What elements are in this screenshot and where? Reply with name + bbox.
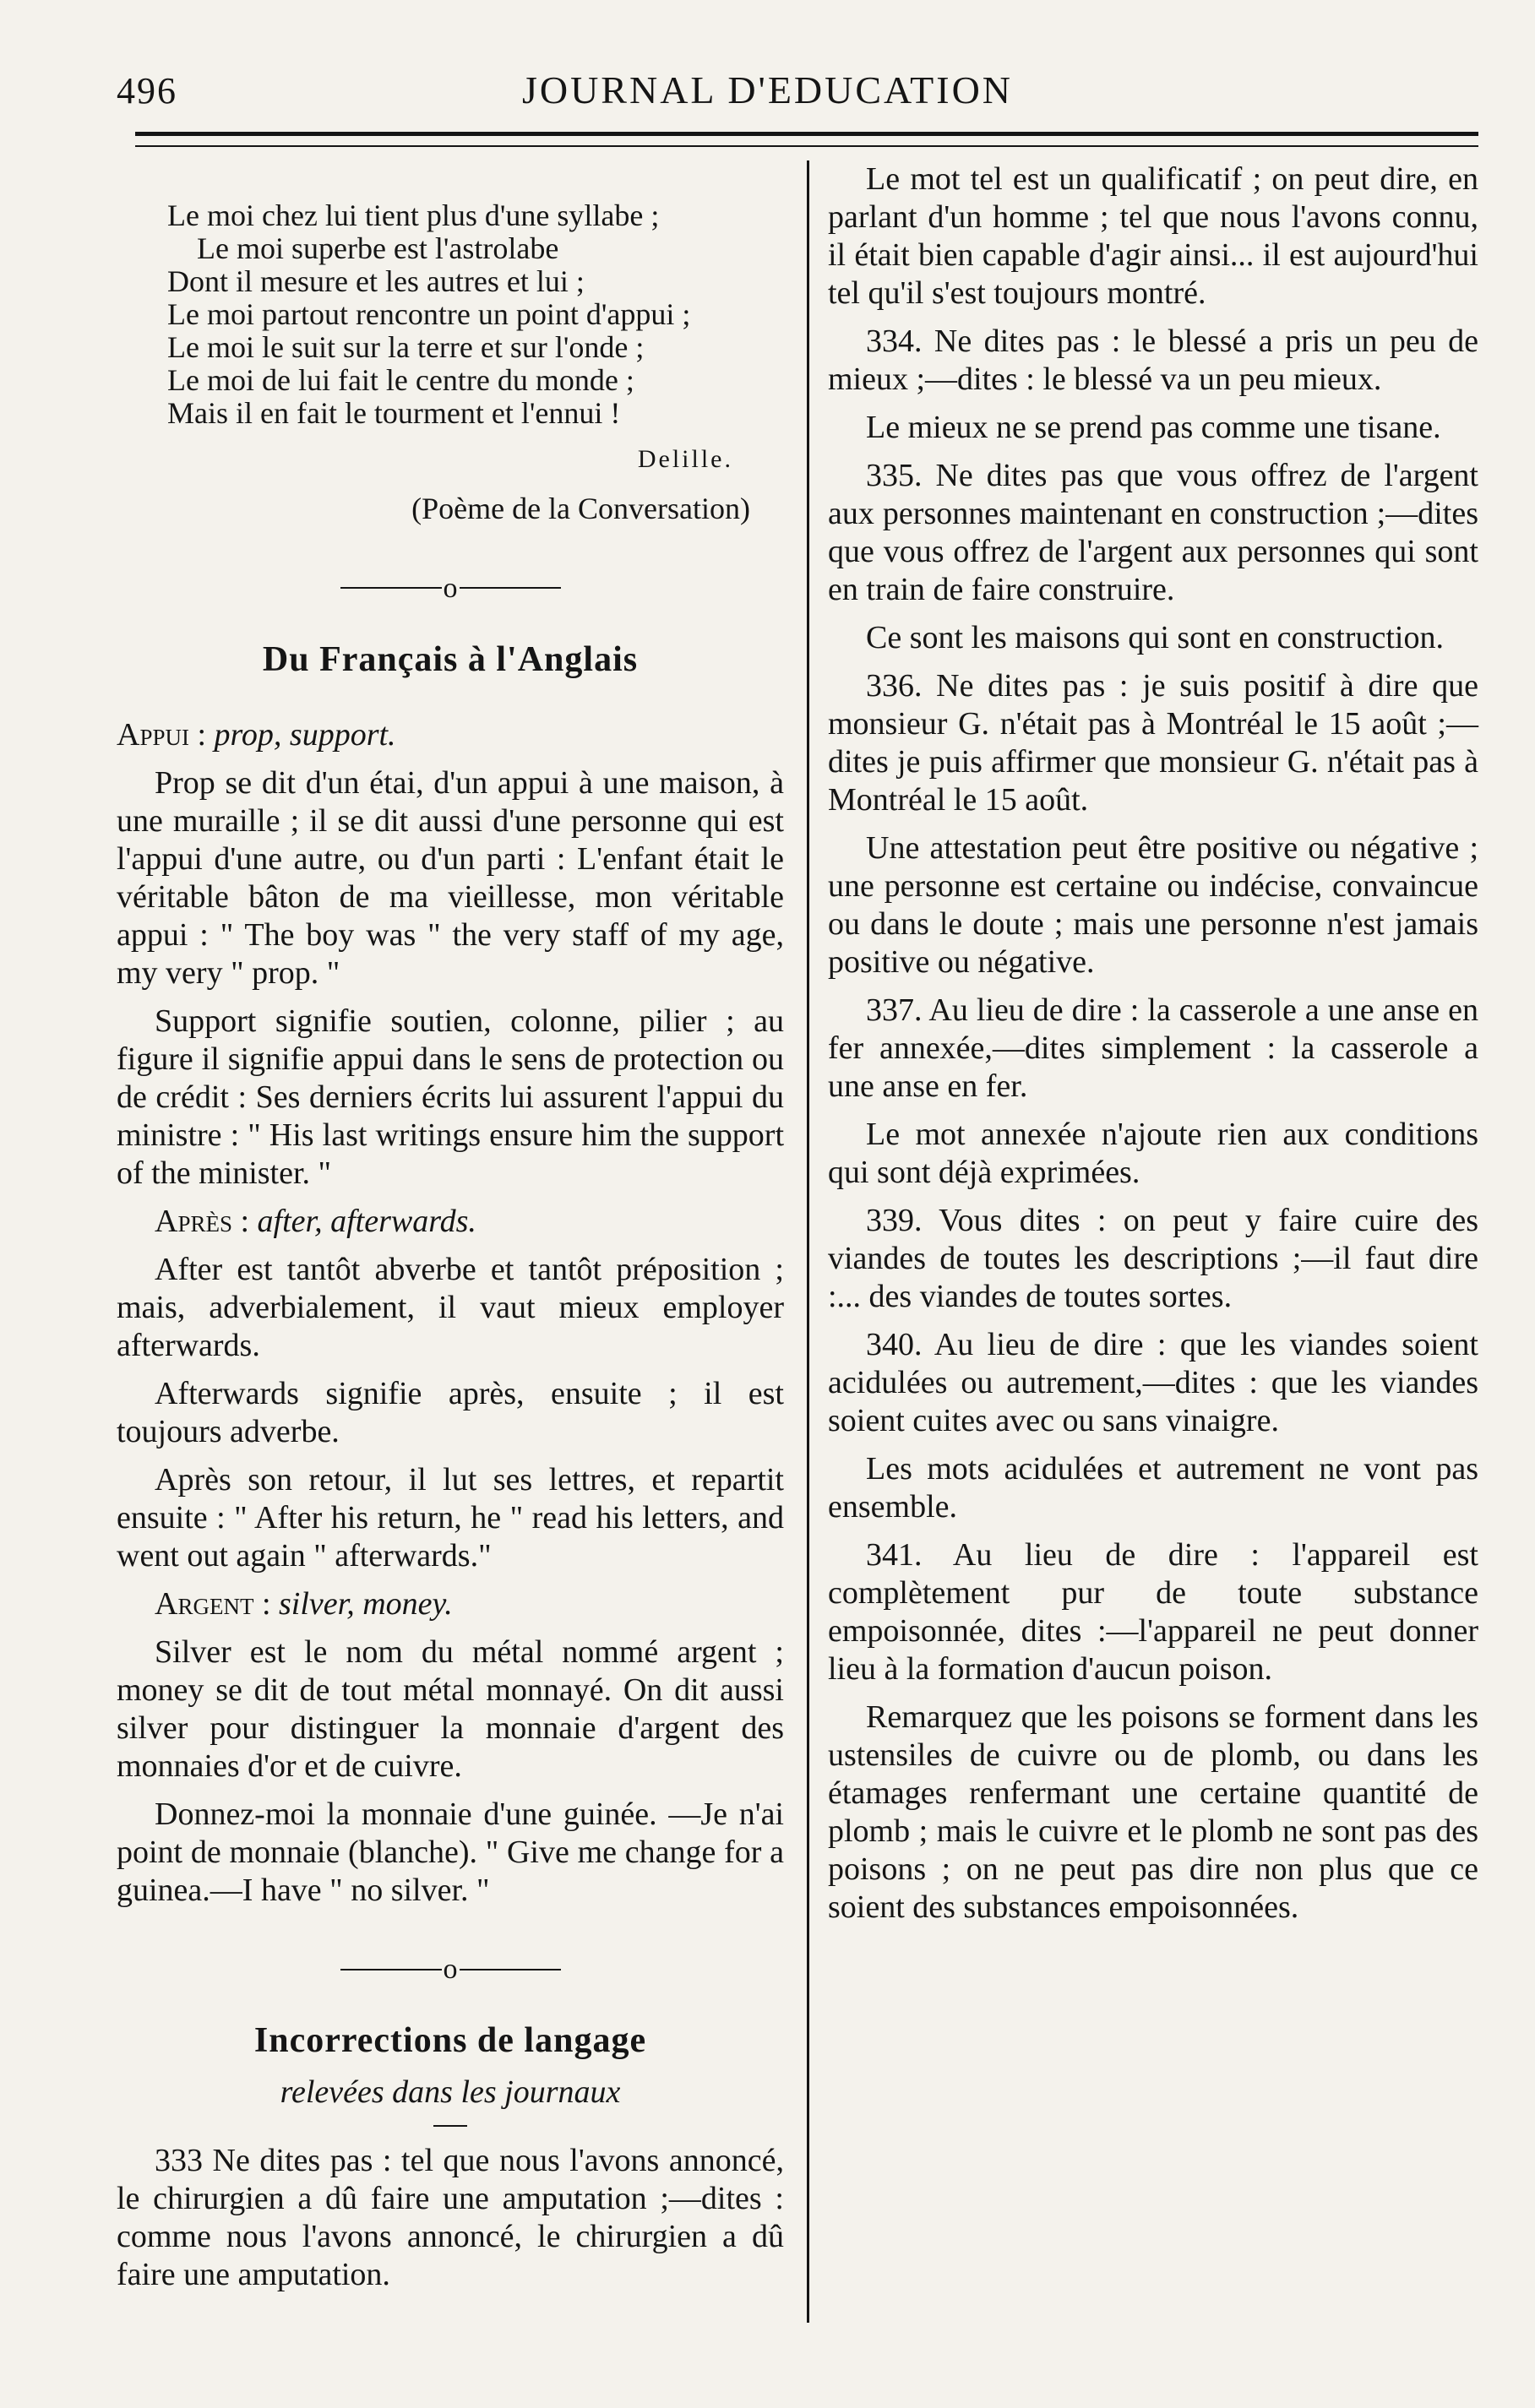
paragraph: 341. Au lieu de dire : l'appareil est complètement pur de toute substance empoisonnée, dites :—l'appareil ne peut donner lieu à la formation d'aucun poison. bbox=[828, 1537, 1478, 1687]
entry-translation: after, afterwards. bbox=[257, 1203, 476, 1239]
poem-source: (Poème de la Conversation) bbox=[411, 492, 750, 525]
section-title-incorrections: Incorrections de langage bbox=[253, 2021, 647, 2061]
paragraph: Une attestation peut être positive ou négative ; une personne est certaine ou indécise, convaincue ou dans le doute ; mais une personne n'est jamais positive ou négative. bbox=[828, 830, 1478, 980]
paragraph: 336. Ne dites pas : je suis positif à dire que monsieur G. n'était pas à Montréal le 15 août ;—dites je puis affirmer que monsieur G. n'était pas à Montréal le 15 août. bbox=[828, 668, 1478, 818]
left-column bbox=[117, 160, 784, 2304]
poem-line: Dont il mesure et les autres et lui ; bbox=[167, 264, 585, 298]
entry-translation: silver, money. bbox=[279, 1585, 453, 1622]
separator-mark: o bbox=[443, 1954, 458, 1986]
poem-author: Delille. bbox=[637, 445, 733, 473]
section-title-francais-anglais: Du Français à l'Anglais bbox=[262, 639, 639, 679]
short-rule bbox=[433, 2125, 467, 2127]
running-title: JOURNAL D'EDUCATION bbox=[521, 68, 1014, 111]
header-rule-thin bbox=[135, 145, 1478, 147]
right-column bbox=[828, 160, 1478, 1937]
paragraph: Remarquez que les poisons se forment dans les ustensiles de cuivre ou de plomb, ou dans les étamages renfermant une certaine quantité de plomb ; mais le cuivre et le plomb ne sont pas des poisons ; on ne peut pas dire non plus que ce soient des substances empoisonnées. bbox=[828, 1699, 1478, 1925]
poem bbox=[167, 199, 784, 430]
paragraph: Donnez-moi la monnaie d'une guinée. —Je n'ai point de monnaie (blanche). " Give me change for a guinea.—I have " no silver. " bbox=[117, 1796, 784, 1908]
entry-term: Après bbox=[155, 1203, 232, 1239]
paragraph: Le mot tel est un qualificatif ; on peut dire, en parlant d'un homme ; tel que nous l'avons connu, il était bien capable d'agir ainsi... il est aujourd'hui tel qu'il s'est toujours montré. bbox=[828, 161, 1478, 311]
separator-mark: o bbox=[443, 572, 458, 604]
paragraph: Silver est le nom du métal nommé argent ; money se dit de tout métal monnayé. On dit aussi silver pour distinguer la monnaie d'argent des monnaies d'or et de cuivre. bbox=[117, 1633, 784, 1784]
paragraph: Ce sont les maisons qui sont en construction. bbox=[866, 620, 1444, 655]
paragraph: Le mot annexée n'ajoute rien aux conditions qui sont déjà exprimées. bbox=[828, 1117, 1478, 1190]
poem-line: Le moi chez lui tient plus d'une syllabe ; bbox=[167, 198, 660, 232]
poem-line: Mais il en fait le tourment et l'ennui ! bbox=[167, 396, 621, 430]
entry-heading: Appui : prop, support. bbox=[117, 716, 396, 753]
poem-line: Le moi superbe est l'astrolabe bbox=[197, 231, 559, 265]
entry-heading: Argent : silver, money. bbox=[155, 1585, 453, 1622]
paragraph: Les mots acidulées et autrement ne vont pas ensemble. bbox=[828, 1451, 1478, 1525]
paragraph: Afterwards signifie après, ensuite ; il est toujours adverbe. bbox=[117, 1375, 784, 1449]
page-header bbox=[0, 0, 1535, 160]
paragraph: 337. Au lieu de dire : la casserole a une anse en fer annexée,—dites simplement : la casserole a une anse en fer. bbox=[828, 992, 1478, 1104]
section-subtitle: relevées dans les journaux bbox=[280, 2074, 621, 2111]
page-number: 496 bbox=[117, 70, 177, 111]
paragraph: 340. Au lieu de dire : que les viandes soient acidulées ou autrement,—dites : que les viandes soient cuites avec ou sans vinaigre. bbox=[828, 1327, 1478, 1438]
entry-term: Appui bbox=[117, 716, 189, 753]
paragraph: 334. Ne dites pas : le blessé a pris un peu de mieux ;—dites : le blessé va un peu mieux. bbox=[828, 323, 1478, 397]
paragraph: After est tantôt abverbe et tantôt préposition ; mais, adverbialement, il vaut mieux employer afterwards. bbox=[117, 1251, 784, 1363]
paragraph: 339. Vous dites : on peut y faire cuire des viandes de toutes les descriptions ;—il faut dire :... des viandes de toutes sortes. bbox=[828, 1203, 1478, 1314]
poem-line: Le moi le suit sur la terre et sur l'onde ; bbox=[167, 330, 645, 364]
paragraph: Le mieux ne se prend pas comme une tisane. bbox=[866, 410, 1441, 445]
paragraph: 335. Ne dites pas que vous offrez de l'argent aux personnes maintenant en construction ;—dites que vous offrez de l'argent aux personnes qui sont en train de faire construire. bbox=[828, 458, 1478, 607]
entry-translation: prop, support. bbox=[214, 716, 396, 753]
section-separator bbox=[117, 1949, 784, 1989]
paragraph: 333 Ne dites pas : tel que nous l'avons annoncé, le chirurgien a dû faire une amputation ;—dites : comme nous l'avons annoncé, le chirurgien a dû faire une amputation. bbox=[117, 2143, 784, 2293]
entry-heading: Après : after, afterwards. bbox=[155, 1203, 476, 1239]
paragraph: Support signifie soutien, colonne, pilier ; au figure il signifie appui dans le sens de protection ou de crédit : Ses derniers écrits lui assurent l'appui du ministre : " His last writings ensure him the support of the minister. " bbox=[117, 1003, 784, 1191]
section-separator bbox=[117, 567, 784, 607]
poem-line: Le moi de lui fait le centre du monde ; bbox=[167, 363, 634, 397]
paragraph: Prop se dit d'un étai, d'un appui à une maison, à une muraille ; il se dit aussi d'une personne qui est l'appui d'une autre, ou d'un parti : L'enfant était le véritable bâton de ma vieillesse, mon véritable appui : " The boy was " the very staff of my age, my very " prop. " bbox=[117, 764, 784, 991]
column-divider bbox=[807, 160, 809, 2323]
entry-term: Argent bbox=[155, 1585, 254, 1622]
header-rule-thick bbox=[135, 132, 1478, 136]
poem-line: Le moi partout rencontre un point d'appui ; bbox=[167, 297, 691, 331]
paragraph: Après son retour, il lut ses lettres, et repartit ensuite : " After his return, he " read his letters, and went out again " afterwards." bbox=[117, 1461, 784, 1574]
